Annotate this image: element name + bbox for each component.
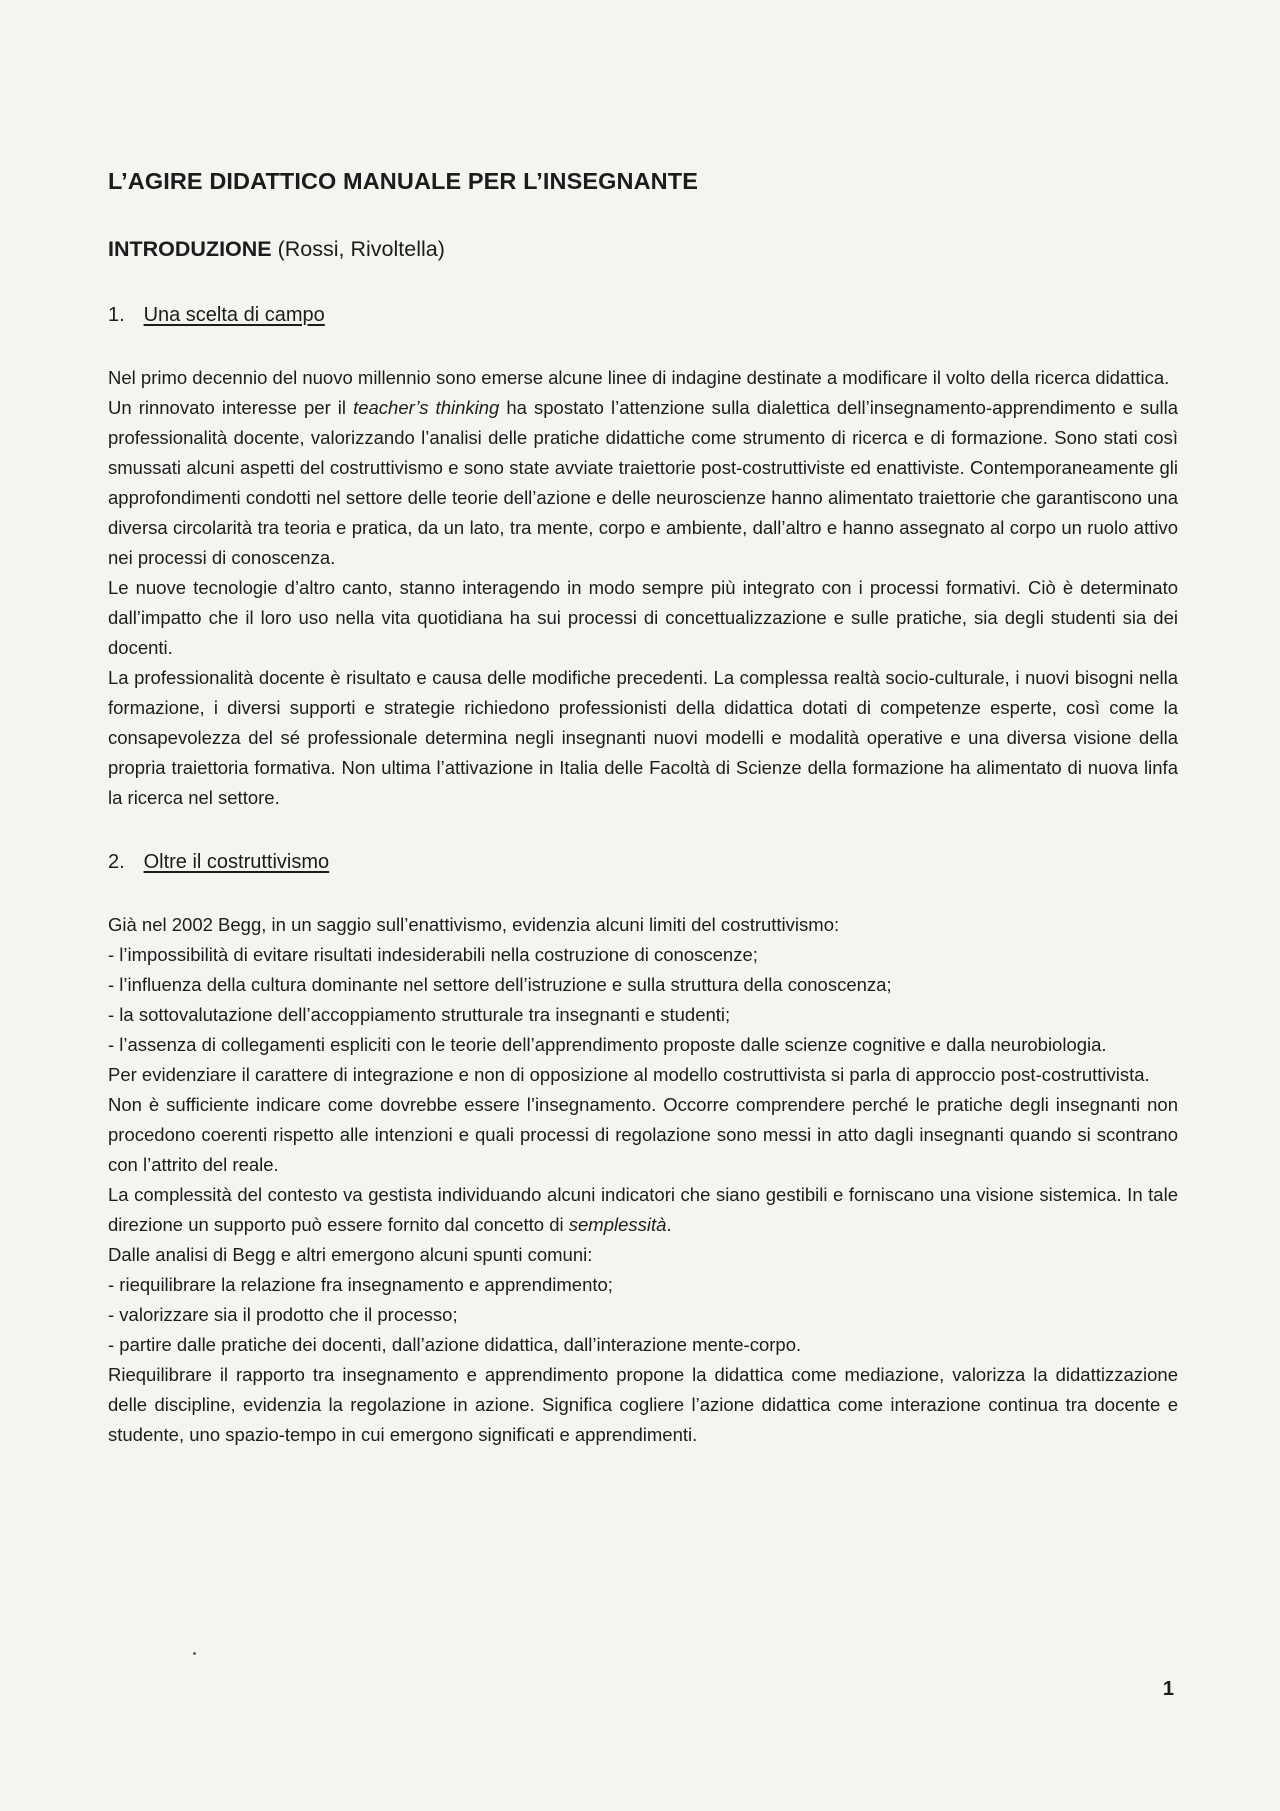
- document-title: L’AGIRE DIDATTICO MANUALE PER L’INSEGNANTE: [108, 168, 698, 194]
- paragraph: Le nuove tecnologie d’altro canto, stanno interagendo in modo sempre più integrato con i processi formativi. Ciò è determinato dall’impatto che il loro uso nella vita quotidiana ha sui processi di concettualizzazione e sulle pratiche, sia degli studenti sia dei docenti.: [108, 577, 1178, 658]
- section-2-body: [108, 910, 1178, 1450]
- paragraph: Nel primo decennio del nuovo millennio sono emerse alcune linee di indagine destinate a modificare il volto della ricerca didattica.: [108, 367, 1170, 388]
- intro-heading: INTRODUZIONE: [108, 237, 272, 261]
- section-2-number: 2.: [108, 851, 125, 873]
- section-2-heading: [108, 851, 1178, 874]
- paragraph: Riequilibrare il rapporto tra insegnamento e apprendimento propone la didattica come mediazione, valorizza la didattizzazione delle discipline, evidenzia la regolazione in azione. Significa cogliere l’azione didattica come interazione continua tra docente e studente, uno spazio-tempo in cui emergono significati e apprendimenti.: [108, 1364, 1178, 1445]
- section-1-title: Una scelta di campo: [143, 304, 325, 326]
- list-item: - riequilibrare la relazione fra insegnamento e apprendimento;: [108, 1274, 613, 1295]
- document-content: [108, 168, 1178, 1450]
- section-1-body: [108, 363, 1178, 813]
- section-1-number: 1.: [108, 304, 125, 326]
- paragraph: Un rinnovato interesse per il teacher’s thinking ha spostato l’attenzione sulla dialettica dell’insegnamento-apprendimento e sulla professionalità docente, valorizzando l’analisi delle pratiche didattiche come strumento di ricerca e di formazione. Sono stati così smussati alcuni aspetti del costruttivismo e sono state avviate traiettorie post-costruttiviste ed enattiviste. Contemporaneamente gli approfondimenti condotti nel settore delle teorie dell’azione e delle neuroscienze hanno alimentato traiettorie che garantiscono una diversa circolarità tra teoria e pratica, da un lato, tra mente, corpo e ambiente, dall’altro e hanno assegnato al corpo un ruolo attivo nei processi di conoscenza.: [108, 397, 1179, 568]
- scan-speck: [193, 1652, 196, 1655]
- paragraph: Per evidenziare il carattere di integrazione e non di opposizione al modello costruttivista si parla di approccio post-costruttivista.: [108, 1064, 1150, 1085]
- list-item: - l’impossibilità di evitare risultati indesiderabili nella costruzione di conoscenze;: [108, 944, 758, 965]
- intro-authors: (Rossi, Rivoltella): [277, 237, 445, 261]
- list-item: - la sottovalutazione dell’accoppiamento strutturale tra insegnanti e studenti;: [108, 1004, 731, 1025]
- paragraph: Dalle analisi di Begg e altri emergono alcuni spunti comuni:: [108, 1244, 593, 1265]
- section-1-heading: [108, 304, 1178, 327]
- paragraph: Già nel 2002 Begg, in un saggio sull’enattivismo, evidenzia alcuni limiti del costruttivismo:: [108, 914, 840, 935]
- page-number: 1: [1162, 1678, 1174, 1700]
- paragraph: Non è sufficiente indicare come dovrebbe essere l’insegnamento. Occorre comprendere perché le pratiche degli insegnanti non procedono coerenti rispetto alle intenzioni e quali processi di regolazione sono messi in atto dagli insegnanti quando si scontrano con l’attrito del reale.: [108, 1094, 1178, 1175]
- paragraph: La complessità del contesto va gestista individuando alcuni indicatori che siano gestibili e forniscano una visione sistemica. In tale direzione un supporto può essere fornito dal concetto di semplessità.: [108, 1184, 1178, 1235]
- list-item: - l’influenza della cultura dominante nel settore dell’istruzione e sulla struttura della conoscenza;: [108, 974, 892, 995]
- paragraph: La professionalità docente è risultato e causa delle modifiche precedenti. La complessa realtà socio-culturale, i nuovi bisogni nella formazione, i diversi supporti e strategie richiedono professionisti della didattica dotati di competenze esperte, così come la consapevolezza del sé professionale determina negli insegnanti nuovi modelli e modalità operative e una diversa visione della propria traiettoria formativa. Non ultima l’attivazione in Italia delle Facoltà di Scienze della formazione ha alimentato di nuova linfa la ricerca nel settore.: [108, 667, 1178, 808]
- list-item: - partire dalle pratiche dei docenti, dall’azione didattica, dall’interazione mente-corpo.: [108, 1334, 802, 1355]
- intro-heading-line: [108, 237, 1178, 262]
- list-item: - l’assenza di collegamenti espliciti con le teorie dell’apprendimento proposte dalle scienze cognitive e dalla neurobiologia.: [108, 1034, 1107, 1055]
- list-item: - valorizzare sia il prodotto che il processo;: [108, 1304, 458, 1325]
- section-2-title: Oltre il costruttivismo: [143, 851, 330, 873]
